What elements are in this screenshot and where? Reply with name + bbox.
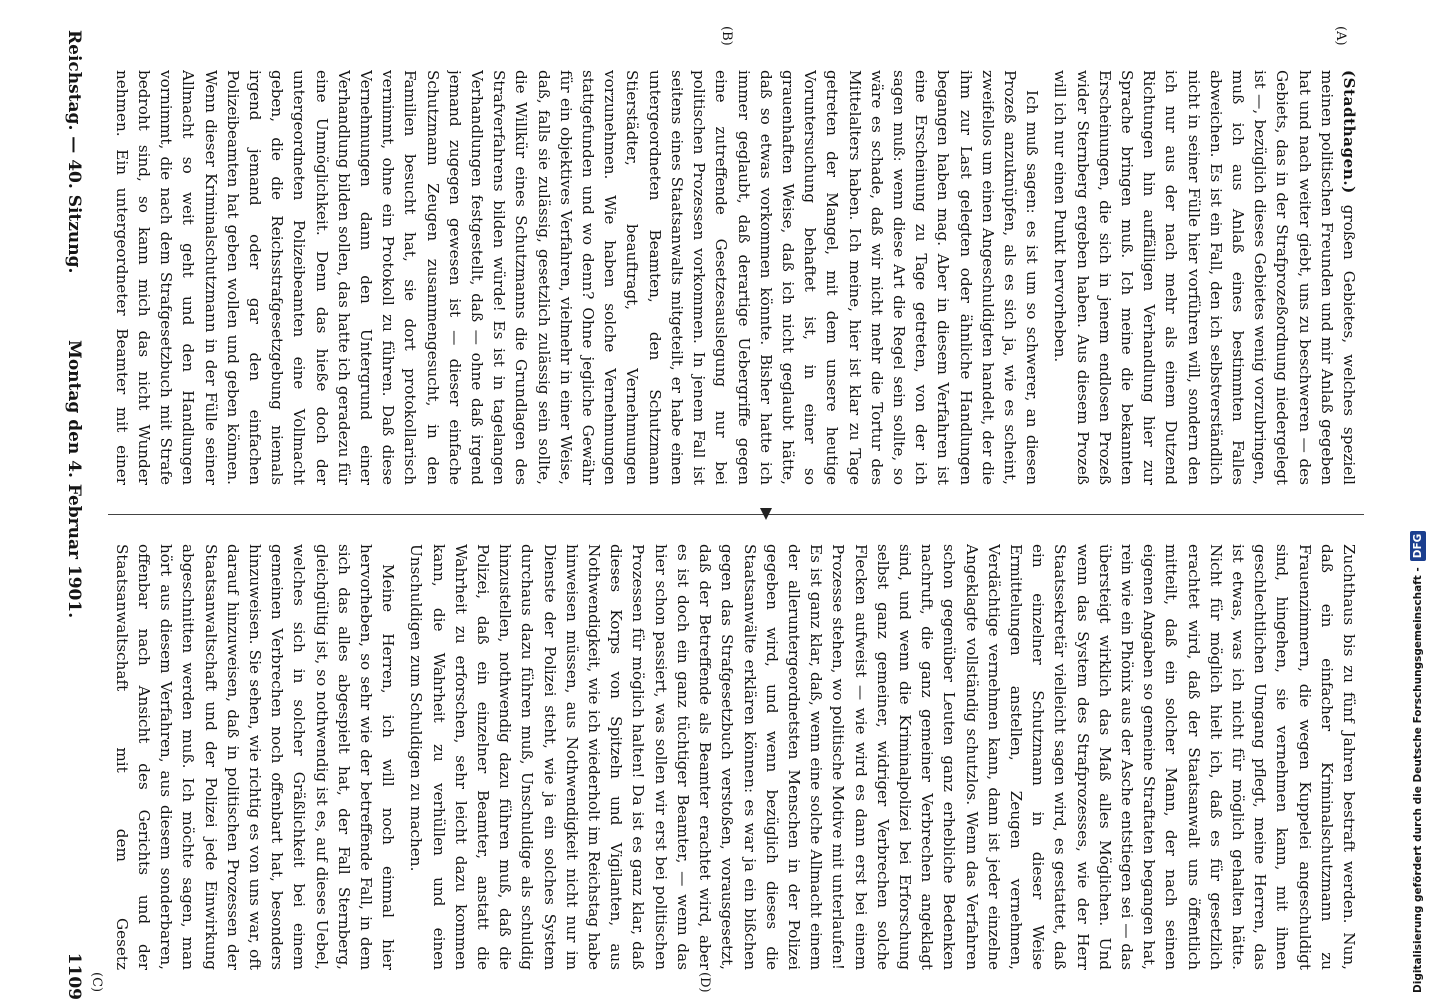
dfg-logo: DFG [1410,531,1426,562]
header-left: Reichstag. — 40. Sitzung. [64,30,84,274]
margin-marker-b: (B) [719,26,734,46]
paragraph: Ich muß sagen: es ist um so schwerer, an diesen Prozeß anzuknüpfen, als es sich ja, wie es scheint, zweifellos um einen Angeschuldigten handelt, der die ihm zur Last gelegten oder ähnliche Handlungen begangen haben mag. Aber in diesem Verfahren ist eine Erscheinung zu Tage getreten, von der ich sagen muß: wenn diese Art die Regel sein sollte, so wäre es schade, daß wir nicht mehr die Tortur des Mittelalters haben. Ich meine, hier ist klar zu Tage getreten der Mangel, mit dem unsere heutige Voruntersuchung behaftet ist, in einer so grauenhaften Weise, daß ich nicht geglaubt hätte, daß so etwas vorkommen könnte. Bisher hatte ich immer geglaubt, daß derartige Uebergriffe gegen eine zutreffende Gesetzesauslegung nur bei politischen Prozessen vorkommen. In jenem Fall ist seitens eines Staatsanwalts mitgeteilt, er habe einen untergeordneten Beamten, den Schutzmann Stierstädter, beauftragt, Vernehmungen vorzunehmen. Wie haben solche Vernehmungen stattgefunden und wo denn? Ohne jegliche Gewähr für ein objektives Verfahren, vielmehr in einer Weise, daß, falls sie zulässig, gesetzlich zulässig sein sollte, die Willkür eines Schutzmanns die Grundlagen des Strafverfahrens bilden würde! Es ist in tagelangen Verhandlungen festgestellt, daß — ohne daß irgend jemand zugegen gewesen ist — dieser einfache Schutzmann Zeugen zusammengesucht, in den Familien besucht hat, sie dort protokollarisch vernimmt, ohne ein Protokoll zu führen. Daß diese Vernehmungen dann den Untergrund einer Verhandlung bilden sollen, das hatte ich geradezu für eine Unmöglichkeit. Denn das hieße doch der untergeordneten Polizeibeamten eine Vollmacht geben, die die Reichsstrafgesetzgebung niemals irgend jemand oder gar den einfachen Polizeibeamten hat geben wollen und geben können. Wenn dieser Kriminalschutzmann in der Fülle seiner Allmacht so weit geht und den Handlungen vornimmt, die nach dem Strafgesetzbuch mit Strafe bedroht sind, so kann mich das nicht Wunder nehmen. Ein untergeordneter Beamter mit einer [112,70,1042,485]
header-date: Montag den 4. Februar 1901. [64,340,84,619]
page-header [56,30,90,1000]
digitization-credit [1410,8,1426,993]
page-number: 1109 [64,952,84,1000]
speaker-name: (Stadthagen.) [1340,70,1358,194]
paragraph: Zuchthaus bis zu fünf Jahren bestraft werden. Nun, daß ein einfacher Kriminalschutzmann zu Frauenzimmern, die wegen Kuppelei angeschuldigt sind, hingehen, sie vernehmen kann, mit ihnen geschlechtlichen Umgang pflegt, meine Herren, das ist etwas, was ich nicht für möglich gehalten hätte. Nicht für möglich hielt ich, daß es für gesetzlich erachtet wird, daß der Staatsanwalt uns öffentlich mitteilt, daß ein solcher Mann, der nach seinen eigenen Angaben so gemeine Straftaten begangen hat, rein wie ein Phönix aus der Asche entstiegen sei — das übersteigt wirklich das Maß alles Möglichen. Und wenn das System des Strafprozesses, wie der Herr Staatssekretär vielleicht sagen wird, es gestattet, daß ein einzelner Schutzmann in dieser Weise Ermittelungen anstellen, Zeugen vernehmen, Verdächtige vernehmen kann, dann ist jeder einzelne Angeklagte vollständig schutzlos. Wenn das Verfahren schon gegenüber Leuten ganz erhebliche Bedenken nachruft, die ganz gemeiner Verbrechen angeklagt sind, und wenn die Kriminalpolizei bei Erforschung selbst ganz gemeiner, widriger Verbrechen solche Flecken aufweist — wie wird es dann erst bei einem Prozesse stehen, wo politische Motive mit unterlaufen! Es ist ganz klar, daß, wenn eine solche Allmacht einem der alleruntergeordnetsten Menschen in der Polizei gegeben wird, und wenn bezüglich dieses die Staatsanwälte erklären können: es war ja ein bißchen gegen das Strafgesetzbuch verstoßen, vorausgesetzt, daß der Betreffende als Beamter erachtet wird, aber es ist doch ein ganz tüchtiger Beamter, — wenn das hier schon passiert, was sollen wir erst bei politischen Prozessen für möglich halten! Da ist es ganz klar, daß dieses Korps von Spitzeln und Vigilanten, aus Nothwendigkeit, wie ich wiederholt im Reichstag habe hinweisen müssen, aus Nothwendigkeit nicht nur im Dienste der Polizei steht, wie ja ein solches System durchaus dazu führen muß, Unschuldige als schuldig hinzustellen, nothwendig dazu führen muß, daß die Polizei, daß ein einzelner Beamter, anstatt die Wahrheit zu erforschen, sehr leicht dazu kommen kann, die Wahrheit zu verhüllen und einen Unschuldigen zum Schuldigen zu machen. [407,544,1358,970]
column-divider-marker [760,508,772,520]
left-column [108,70,1360,485]
margin-marker-d: (D) [697,972,712,993]
column-divider [108,514,1364,515]
right-column [108,544,1360,970]
credit-text: Digitalisierung gefördert durch die Deutsche Forschungsgemeinschaft - [1412,567,1424,993]
paragraph [1049,70,1360,485]
paragraph-text: großen Gebietes, welches speziell meinen politischen Freunden und mir Anlaß gegeben hat und nach weiter giebt, uns zu beschweren — des Gebiets, das in der Strafprozeßordnung niedergelegt ist —, bezüglich dieses Gebietes wenig vorzubringen, muß ich aus Anlaß eines bestimmten Falles abweichen. Es ist ein Fall, den ich selbstverständlich nicht in seiner Fülle hier vorführen will, sondern den ich nur aus der nach mehr als einem Dutzend Richtungen hin auffälligen Verhandlung hier zur Sprache bringen muß. Ich meine die bekannten Erscheinungen, die sich in jenem endlosen Prozeß wider Sternberg ergeben haben. Aus diesem Prozeß will ich nur einen Punkt hervorheben. [1051,70,1358,485]
margin-marker-a: (A) [1333,26,1348,46]
paragraph: Meine Herren, ich will noch einmal hier hervorheben, so sehr wie der betreffende Fall, in dem sich das alles abgespielt hat, der Fall Sternberg, gleichgültig ist, so nothwendig ist es, auf dieses Uebel, welches sich in solcher Gräßlichkeit bei einem gemeinen Verbrechen noch offenbart hat, besonders hinzuweisen. Sie sehen, wie richtig es von uns war, oft darauf hinzuweisen, daß in politischen Prozessen der Staatsanwaltschaft und der Polizei jede Einwirkung abgeschnitten werden muß. Ich möchte sagen, man hört aus diesem Verfahren, aus diesem sonderbaren, offenbar nach Ansicht des Gerichts und der Staatsanwaltschaft mit dem Gesetz [112,544,398,970]
margin-marker-c: (C) [89,972,104,993]
